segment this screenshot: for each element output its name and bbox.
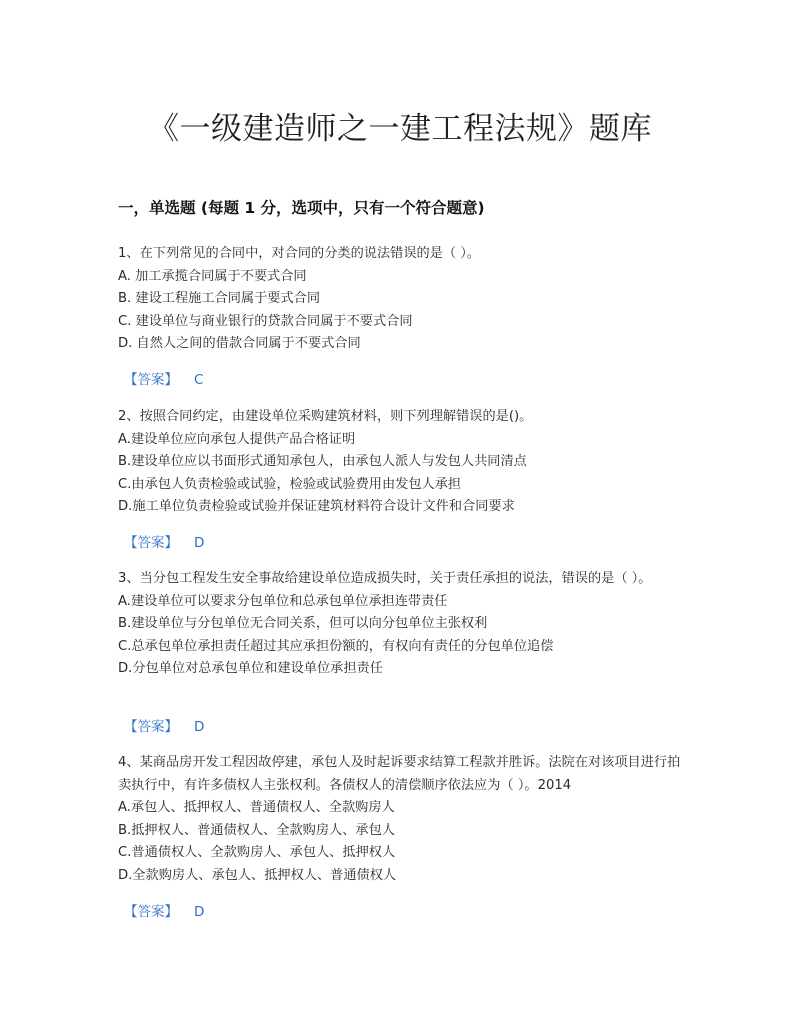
question-4 [118,752,688,888]
answer-2 [124,532,204,554]
section-heading: 一，单选题 (每题 1 分，选项中，只有一个符合题意) [118,199,485,217]
question-stem: 4、某商品房开发工程因故停建，承包人及时起诉要求结算工程款并胜诉。法院在对该项目进行拍卖执行中，有许多债权人主张权利。各债权人的清偿顺序依法应为（ ）。2014 [118,755,681,793]
question-stem: 2、按照合同约定，由建设单位采购建筑材料，则下列理解错误的是()。 [118,409,533,424]
option-b: B. 建设工程施工合同属于要式合同 [118,291,321,307]
question-3 [118,568,688,681]
answer-1 [124,369,203,391]
option-a: A.建设单位可以要求分包单位和总承包单位承担连带责任 [118,593,448,609]
answer-label: 【答案】 [124,372,178,388]
option-b: B.建设单位应以书面形式通知承包人，由承包人派人与发包人共同清点 [118,454,527,470]
question-2 [118,406,688,519]
answer-label: 【答案】 [124,719,178,735]
option-c: C.普通债权人、全款购房人、承包人、抵押权人 [118,845,396,861]
question-stem: 3、当分包工程发生安全事故给建设单位造成损失时，关于责任承担的说法，错误的是（ ）。 [118,571,652,586]
option-c: C.由承包人负责检验或试验，检验或试验费用由发包人承担 [118,476,462,492]
option-c: C. 建设单位与商业银行的贷款合同属于不要式合同 [118,313,413,329]
answer-value: D [194,904,205,920]
answer-value: D [194,719,205,735]
document-title: 《一级建造师之一建工程法规》题库 [148,111,652,147]
option-d: D. 自然人之间的借款合同属于不要式合同 [118,336,361,352]
answer-value: C [194,372,204,388]
option-d: D.分包单位对总承包单位和建设单位承担责任 [118,661,383,677]
option-a: A.建设单位应向承包人提供产品合格证明 [118,431,356,447]
option-a: A.承包人、抵押权人、普通债权人、全款购房人 [118,800,395,816]
answer-label: 【答案】 [124,904,178,920]
answer-label: 【答案】 [124,535,178,551]
answer-value: D [194,535,205,551]
option-c: C.总承包单位承担责任超过其应承担份额的，有权向有责任的分包单位追偿 [118,638,554,654]
answer-4 [124,901,204,923]
option-b: B.建设单位与分包单位无合同关系，但可以向分包单位主张权利 [118,616,488,632]
answer-3 [124,716,204,738]
question-stem: 1、在下列常见的合同中，对合同的分类的说法错误的是（ ）。 [118,246,481,261]
question-1 [118,243,688,356]
option-d: D.全款购房人、承包人、抵押权人、普通债权人 [118,867,397,883]
option-b: B.抵押权人、普通债权人、全款购房人、承包人 [118,822,395,838]
option-a: A. 加工承揽合同属于不要式合同 [118,268,307,284]
option-d: D.施工单位负责检验或试验并保证建筑材料符合设计文件和合同要求 [118,499,515,515]
